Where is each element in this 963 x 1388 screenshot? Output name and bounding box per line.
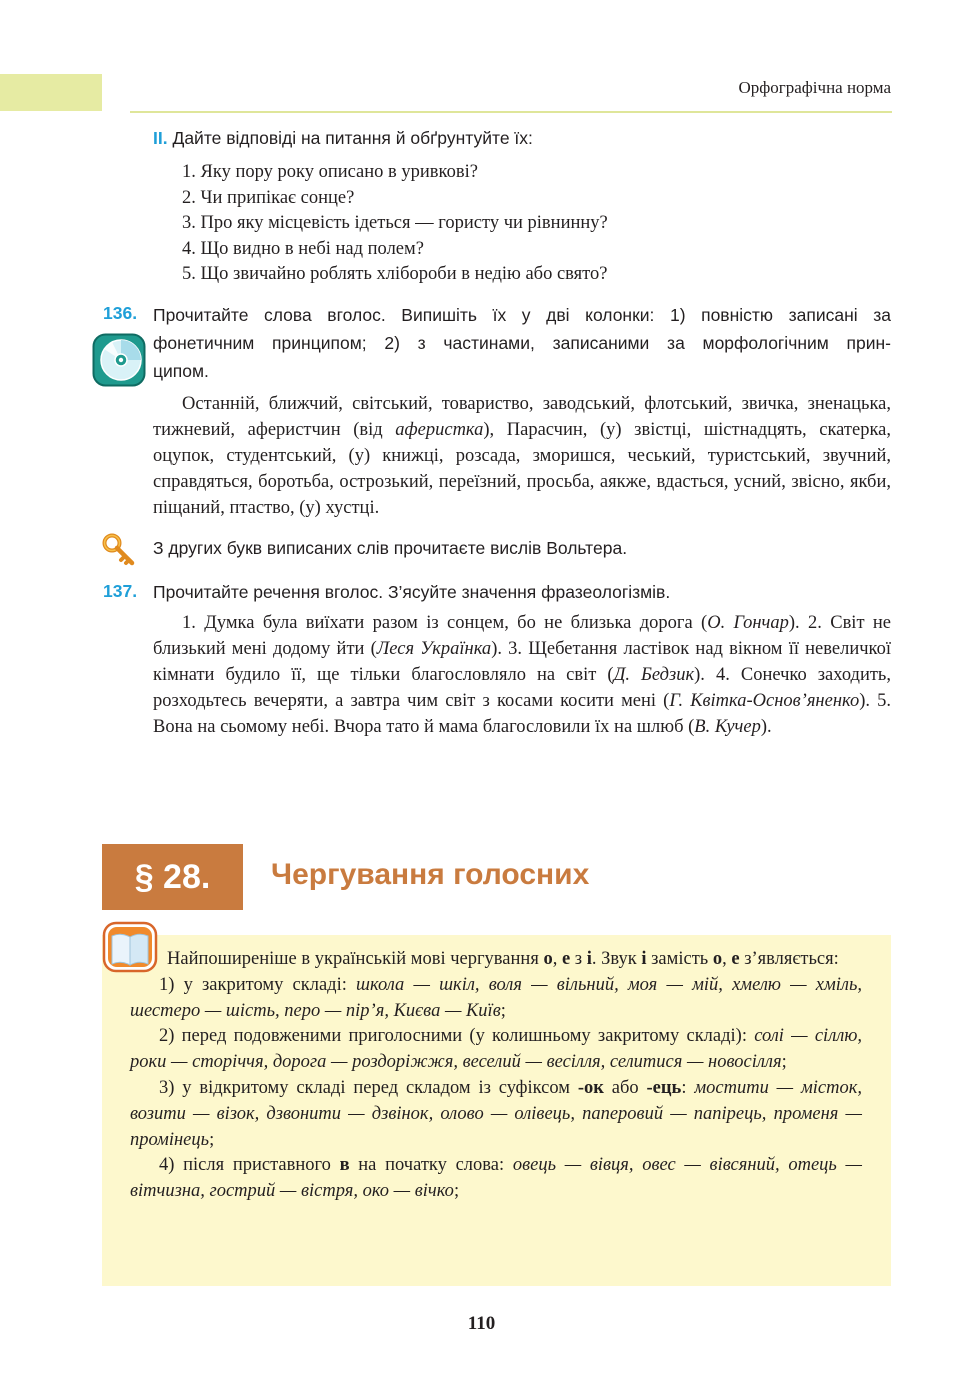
words-text: ), Парасчин, (у) звістці, шістнадцять, скатерка, оцупок, студентський, (у) книжці, розсада, зморишся, чеський, туристський, звучний, справдяться, боротьба, острозький, переїзний, просьба, аякже, вдасться, усний, звісно, якби, піщаний, птаство, (у) хустці.: [153, 420, 892, 518]
rule-span: або: [603, 1077, 647, 1098]
rule-point-4: [130, 1153, 862, 1205]
exercise-136-number: 136.: [103, 303, 138, 323]
sentence-text: ). 2. Світ не близький мені додому йти (: [153, 613, 891, 659]
exercise-137-task: Прочитайте речення вголос. З’ясуйте значення фразеологізмів.: [153, 582, 671, 602]
rule-suffix: -ок: [577, 1077, 604, 1098]
section-ii-text: Дайте відповіді на питання й обґрунтуйте їх:: [172, 128, 533, 148]
rule-span: :: [681, 1077, 695, 1098]
rule-point-2: [130, 1024, 862, 1076]
question-item: 1. Яку пору року описано в уривкові?: [182, 162, 478, 182]
rule-span: Найпоширеніше в українській мові чергування: [167, 949, 544, 969]
exercise-136-task-line: фонетичним принципом; 2) з частинами, записаними за морфологічним прин-: [153, 333, 891, 353]
rule-span: . Звук: [591, 949, 642, 969]
disc-icon: [92, 333, 146, 387]
sentence-text: ). 3. Щебетання ластівок над вікном її невеличкої кімнати будило її, ще тільки благословляло на світ (: [153, 639, 891, 685]
header-accent-bar: [0, 74, 102, 111]
exercise-136-task-line: Прочитайте слова вголос. Випишіть їх у дві колонки: 1) повністю записані за: [153, 305, 891, 325]
rule-label: 1) у закритому складі:: [159, 974, 357, 995]
rule-letter: і: [641, 949, 647, 969]
author-name: Д. Бедзик: [613, 665, 695, 685]
rule-span: ;: [453, 1181, 460, 1202]
author-name: О. Гончар: [707, 613, 789, 633]
author-name: В. Кучер: [694, 717, 761, 737]
rule-span: з: [570, 949, 587, 969]
page-number: 110: [467, 1313, 496, 1334]
exercise-137-sentences: [153, 610, 891, 740]
sentence-text: ). 4. Сонечко заходить, розходьтесь вечеряти, а завтра чим світ з косами косити мені (: [153, 665, 891, 711]
rule-point-1: [130, 973, 862, 1025]
author-name: Г. Квітка-Основ’яненко: [669, 691, 860, 711]
sentence-text: ). 5. Вона на сьомому небі. Вчора тато й мама благословили їх на шлюб (: [153, 691, 891, 737]
author-name: Леся Українка: [376, 639, 492, 659]
rule-span: ;: [500, 1000, 506, 1021]
rule-examples: школа — шкіл, воля — вільний, моя — мій, хмелю — хміль, шестеро — шість, перо — пір’я, Києва — Київ: [130, 974, 863, 1021]
rule-span: ;: [781, 1052, 787, 1073]
key-icon: [101, 532, 137, 568]
rule-span: на початку слова:: [349, 1155, 513, 1176]
question-list: [182, 160, 608, 288]
rule-intro: [130, 947, 862, 973]
header-rule-line: [130, 111, 892, 113]
sentence-text: 1. Думка була виїхати разом із сонцем, бо не близька дорога (: [182, 613, 708, 633]
exercise-137-number: 137.: [103, 581, 138, 601]
rule-span: ;: [209, 1129, 215, 1150]
rule-letter: е: [561, 949, 571, 969]
exercise-136-task-line: ципом.: [153, 361, 209, 381]
rule-examples: солі — сіллю, роки — сторіччя, дорога — роздоріжжя, веселий — весілля, селитися — новосілля: [130, 1026, 862, 1073]
exercise-136-task: [153, 301, 891, 385]
rule-letter: е: [731, 949, 740, 969]
sentence-text: ).: [760, 717, 772, 737]
rule-letter: о: [543, 949, 553, 969]
rule-span: з’являється:: [739, 949, 839, 969]
question-item: 5. Що звичайно роблять хлібороби в недію або свято?: [182, 264, 608, 284]
rule-span: замість: [646, 949, 713, 969]
rule-label: 3) у відкритому складі перед складом із суфіксом: [159, 1077, 578, 1098]
rule-letter: в: [339, 1155, 350, 1176]
rule-span: ,: [552, 949, 562, 969]
exercise-136-words: [153, 391, 891, 521]
question-item: 4. Що видно в небі над полем?: [182, 238, 424, 259]
rule-letter: о: [712, 949, 723, 969]
question-item: 3. Про яку місцевість ідеться — гористу чи рівнинну?: [182, 213, 608, 233]
exercise-136-hint: З других букв виписаних слів прочитаєте вислів Вольтера.: [153, 538, 628, 558]
rule-text: [130, 947, 862, 1205]
rule-label: 4) після приставного: [159, 1155, 340, 1176]
rule-letter: і: [586, 949, 592, 969]
rule-examples: мостити — місток, возити — візок, дзвонити — дзвінок, олово — олівець, паперовий — папірець, променя — промінець: [130, 1077, 863, 1150]
section-number-box: § 28.: [102, 844, 243, 910]
running-head: Орфографічна норма: [738, 78, 891, 97]
rule-point-3: [130, 1076, 862, 1153]
rule-examples: овець — вівця, овес — вівсяний, отець — вітчизна, гострий — вістря, око — вічко: [130, 1155, 862, 1202]
section-title: Чергування голосних: [271, 858, 590, 891]
section-ii-instruction: [153, 128, 533, 149]
rule-span: ,: [722, 949, 732, 969]
rule-label: 2) перед подовженими приголосними (у колишньому закритому складі):: [159, 1026, 755, 1047]
section-ii-roman: II.: [153, 128, 168, 148]
question-item: 2. Чи припікає сонце?: [182, 187, 355, 208]
rule-suffix: -ець: [646, 1077, 682, 1098]
words-text: Останній, ближчий, світський, товариство, заводський, флотський, звичка, зненацька, тижневий, аферистчин (від: [153, 394, 891, 440]
words-italic: аферистка: [395, 420, 484, 440]
